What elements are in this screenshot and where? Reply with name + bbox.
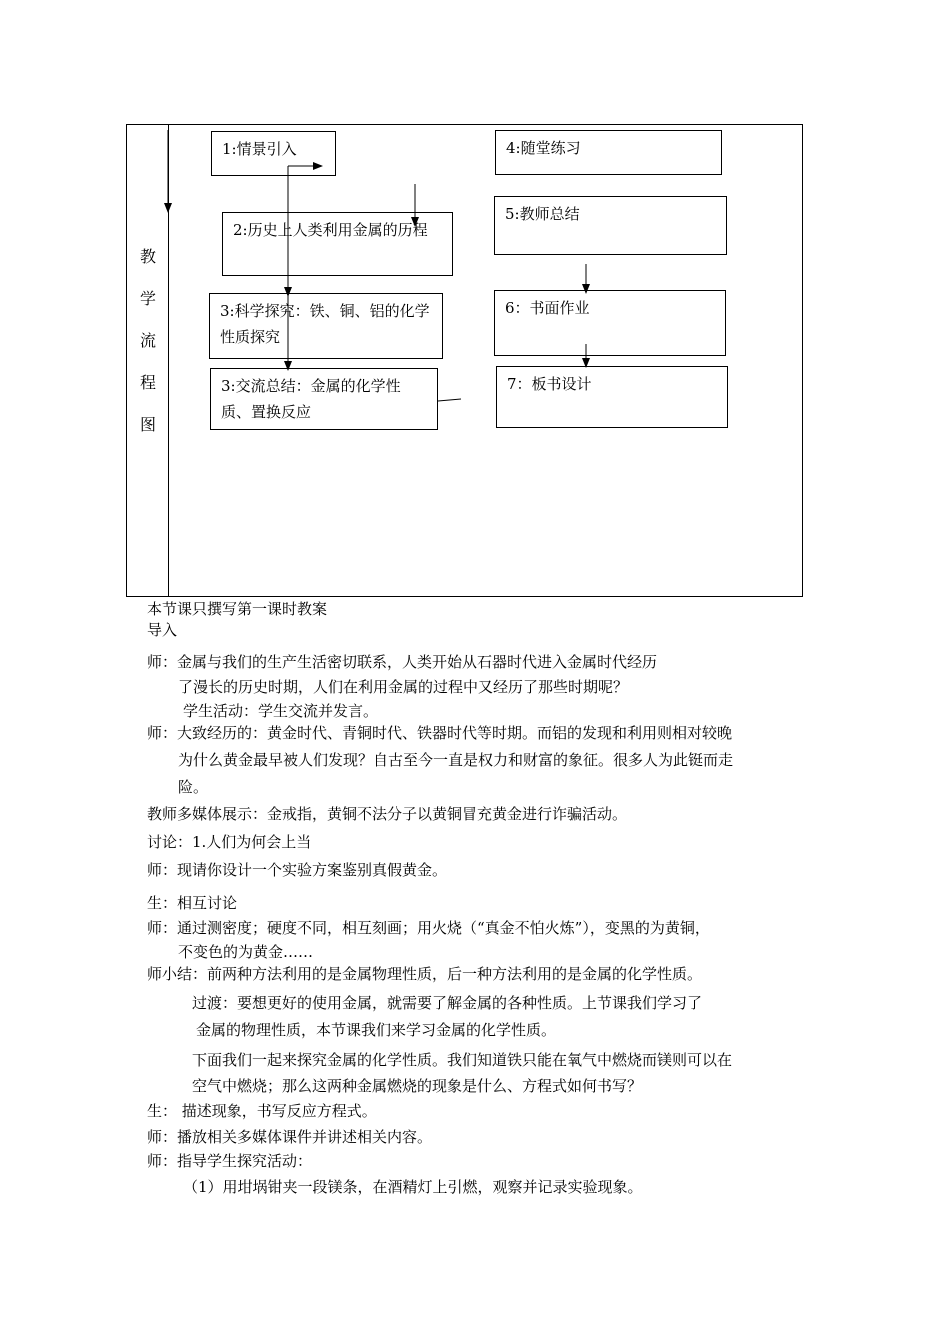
text-line: 师：大致经历的：黄金时代、青铜时代、铁器时代等时期。而铝的发现和利用则相对较晚 — [147, 724, 733, 742]
flow-box-5: 5:教师总结 — [494, 196, 727, 255]
text-line: 讨论：1.人们为何会上当 — [147, 833, 312, 851]
text-line: 过渡：要想更好的使用金属，就需要了解金属的各种性质。上节课我们学习了 — [192, 994, 703, 1012]
text-line: 导入 — [147, 621, 178, 639]
text-line: 为什么黄金最早被人们发现？自古至今一直是权力和财富的象征。很多人为此铤而走 — [178, 751, 734, 769]
flow-box-2: 2:历史上人类利用金属的历程 — [222, 212, 453, 276]
side-label-char: 流 — [139, 331, 156, 350]
flow-box-7: 7：板书设计 — [496, 366, 728, 428]
text-line: 生：相互讨论 — [147, 894, 238, 912]
text-line: 师：通过测密度；硬度不同，相互刻画；用火烧（“真金不怕火炼”），变黑的为黄铜， — [147, 919, 710, 937]
side-label-char: 图 — [139, 415, 156, 434]
text-line: 师：播放相关多媒体课件并讲述相关内容。 — [147, 1128, 433, 1146]
text-line: 师小结：前两种方法利用的是金属物理性质，后一种方法利用的是金属的化学性质。 — [147, 965, 703, 983]
text-line: 不变色的为黄金…… — [178, 943, 314, 961]
text-line: 了漫长的历史时期，人们在利用金属的过程中又经历了那些时期呢？ — [178, 678, 629, 696]
text-line: 险。 — [178, 778, 209, 796]
text-line: 师：金属与我们的生产生活密切联系，人类开始从石器时代进入金属时代经历 — [147, 653, 658, 671]
text-line: 师：指导学生探究活动： — [147, 1152, 313, 1170]
text-line: 生： 描述现象，书写反应方程式。 — [147, 1102, 377, 1120]
text-line: 教师多媒体展示：金戒指，黄铜不法分子以黄铜冒充黄金进行诈骗活动。 — [147, 805, 628, 823]
flow-box-1: 1:情景引入 — [211, 131, 336, 176]
text-line: 金属的物理性质，本节课我们来学习金属的化学性质。 — [196, 1021, 557, 1039]
text-line: 师：现请你设计一个实验方案鉴别真假黄金。 — [147, 861, 448, 879]
text-line: 空气中燃烧；那么这两种金属燃烧的现象是什么、方程式如何书写？ — [192, 1077, 643, 1095]
connector-3b-to-7 — [438, 399, 461, 401]
text-line: （1）用坩埚钳夹一段镁条，在酒精灯上引燃，观察并记录实验现象。 — [183, 1178, 643, 1196]
flow-box-4: 4:随堂练习 — [495, 130, 722, 175]
flow-box-6: 6：书面作业 — [494, 290, 726, 356]
flow-box-3a: 3:科学探究：铁、铜、铝的化学性质探究 — [209, 293, 443, 359]
flow-arrows — [0, 0, 950, 620]
text-line: 学生活动：学生交流并发言。 — [183, 702, 379, 720]
side-label-char: 程 — [139, 373, 156, 392]
text-line: 下面我们一起来探究金属的化学性质。我们知道铁只能在氧气中燃烧而镁则可以在 — [192, 1051, 733, 1069]
side-label-char: 学 — [139, 289, 156, 308]
text-line: 本节课只撰写第一课时教案 — [147, 600, 328, 618]
side-label-char: 教 — [139, 247, 156, 266]
flow-box-3b: 3:交流总结：金属的化学性质、置换反应 — [210, 368, 438, 430]
